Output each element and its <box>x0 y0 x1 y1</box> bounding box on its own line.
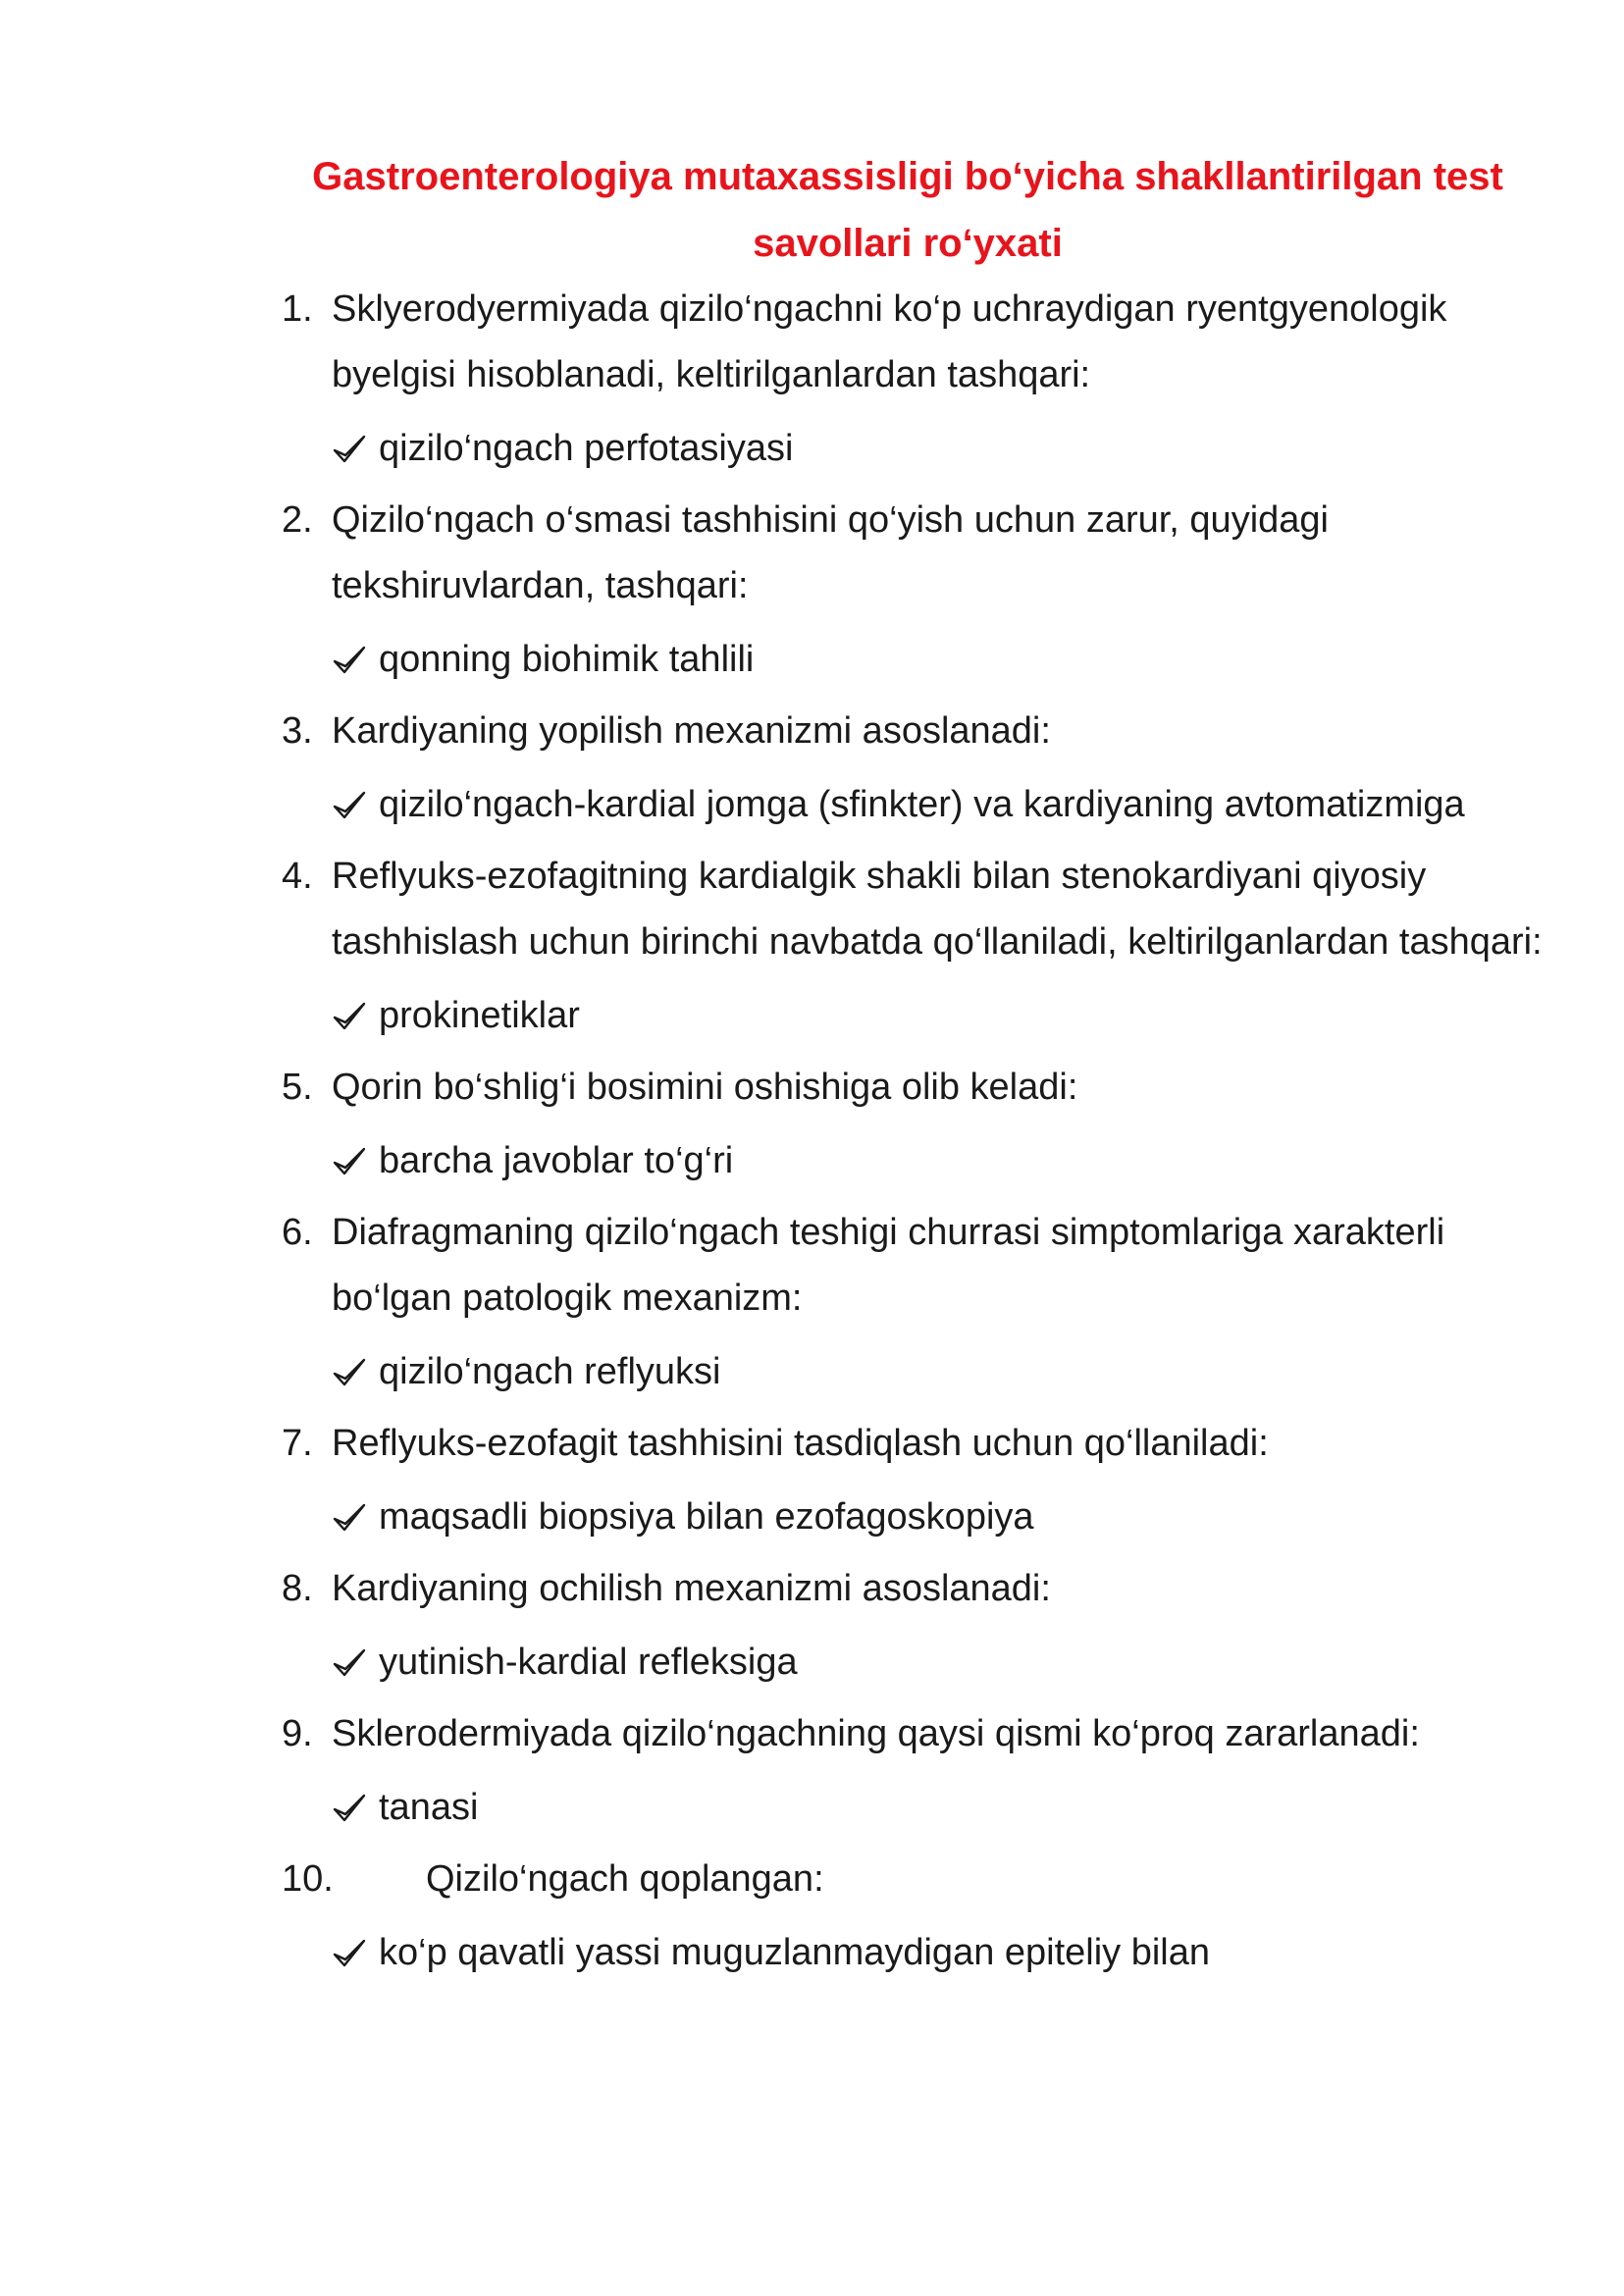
answer-text: maqsadli biopsiya bilan ezofagoskopiya <box>379 1496 1034 1538</box>
question-text: Qizilo‘ngach qoplangan: <box>426 1858 824 1900</box>
answer-text: qizilo‘ngach-kardial jomga (sfinkter) va kardiyaning avtomatizmiga <box>379 784 1465 825</box>
question-number: 3. <box>282 710 313 752</box>
question <box>282 1200 1547 1331</box>
check-mark-icon <box>332 1936 367 1971</box>
page-title: Gastroenterologiya mutaxassisligi bo‘yicha shakllantirilgan test savollari ro‘yxati <box>312 155 1503 265</box>
question-list <box>282 277 1547 1992</box>
question <box>282 1055 1547 1121</box>
check-mark-icon <box>332 788 367 823</box>
answer-text: qizilo‘ngach perfotasiyasi <box>379 428 794 469</box>
check-mark-icon <box>332 432 367 467</box>
list-item <box>282 844 1547 1049</box>
question <box>282 1847 1547 1912</box>
question-number: 1. <box>282 288 313 330</box>
check-mark-icon <box>332 1144 367 1179</box>
question-number: 9. <box>282 1713 313 1754</box>
question-number: 8. <box>282 1568 313 1609</box>
answer <box>282 416 1547 482</box>
question-text: Kardiyaning ochilish mexanizmi asoslanadi: <box>332 1568 1051 1609</box>
answer <box>282 1920 1547 1986</box>
answer-text: barcha javoblar to‘g‘ri <box>379 1140 734 1181</box>
answer <box>282 1775 1547 1841</box>
question <box>282 844 1547 975</box>
list-item <box>282 1556 1547 1696</box>
question-text: Qorin bo‘shlig‘i bosimini oshishiga olib keladi: <box>332 1067 1078 1108</box>
question-text: Reflyuks-ezofagitning kardialgik shakli bilan stenokardiyani qiyosiy tashhislash uchun birinchi navbatda qo‘llaniladi, keltirilganlardan tashqari: <box>332 856 1543 963</box>
question <box>282 1411 1547 1477</box>
list-item <box>282 1055 1547 1194</box>
question-text: Qizilo‘ngach o‘smasi tashhisini qo‘yish uchun zarur, quyidagi tekshiruvlardan, tashqari: <box>332 499 1329 606</box>
answer-text: prokinetiklar <box>379 995 580 1036</box>
question-text: Reflyuks-ezofagit tashhisini tasdiqlash uchun qo‘llaniladi: <box>332 1423 1269 1464</box>
check-mark-icon <box>332 999 367 1034</box>
list-item <box>282 1701 1547 1841</box>
list-item <box>282 1411 1547 1550</box>
question-number: 5. <box>282 1067 313 1108</box>
question-number: 10. <box>282 1858 334 1900</box>
question-text: Sklyerodyermiyada qizilo‘ngachni ko‘p uchraydigan ryentgyenologik byelgisi hisoblanadi, keltirilganlardan tashqari: <box>332 288 1447 395</box>
question-number: 4. <box>282 856 313 897</box>
answer-text: yutinish-kardial refleksiga <box>379 1642 798 1683</box>
question <box>282 699 1547 764</box>
question-number: 6. <box>282 1212 313 1253</box>
list-item <box>282 699 1547 838</box>
answer <box>282 1485 1547 1550</box>
question <box>282 488 1547 619</box>
question-text: Kardiyaning yopilish mexanizmi asoslanadi: <box>332 710 1051 752</box>
answer <box>282 772 1547 838</box>
answer <box>282 1339 1547 1405</box>
answer-text: tanasi <box>379 1787 479 1828</box>
check-mark-icon <box>332 1355 367 1390</box>
question-number: 2. <box>282 499 313 541</box>
question <box>282 1556 1547 1622</box>
list-item <box>282 277 1547 482</box>
list-item <box>282 1200 1547 1405</box>
check-mark-icon <box>332 1791 367 1826</box>
answer <box>282 1128 1547 1194</box>
check-mark-icon <box>332 643 367 678</box>
question-text: Diafragmaning qizilo‘ngach teshigi churrasi simptomlariga xarakterli bo‘lgan patologik mexanizm: <box>332 1212 1445 1319</box>
question <box>282 1701 1547 1767</box>
list-item <box>282 1847 1547 1986</box>
answer <box>282 627 1547 693</box>
answer <box>282 1630 1547 1696</box>
answer-text: qizilo‘ngach reflyuksi <box>379 1351 721 1392</box>
answer <box>282 983 1547 1049</box>
question-number: 7. <box>282 1423 313 1464</box>
answer-text: qonning biohimik tahlili <box>379 639 755 680</box>
check-mark-icon <box>332 1500 367 1536</box>
list-item <box>282 488 1547 693</box>
question <box>282 277 1547 408</box>
question-text: Sklerodermiyada qizilo‘ngachning qaysi qismi ko‘proq zararlanadi: <box>332 1713 1420 1754</box>
check-mark-icon <box>332 1645 367 1681</box>
answer-text: ko‘p qavatli yassi muguzlanmaydigan epiteliy bilan <box>379 1932 1211 1973</box>
